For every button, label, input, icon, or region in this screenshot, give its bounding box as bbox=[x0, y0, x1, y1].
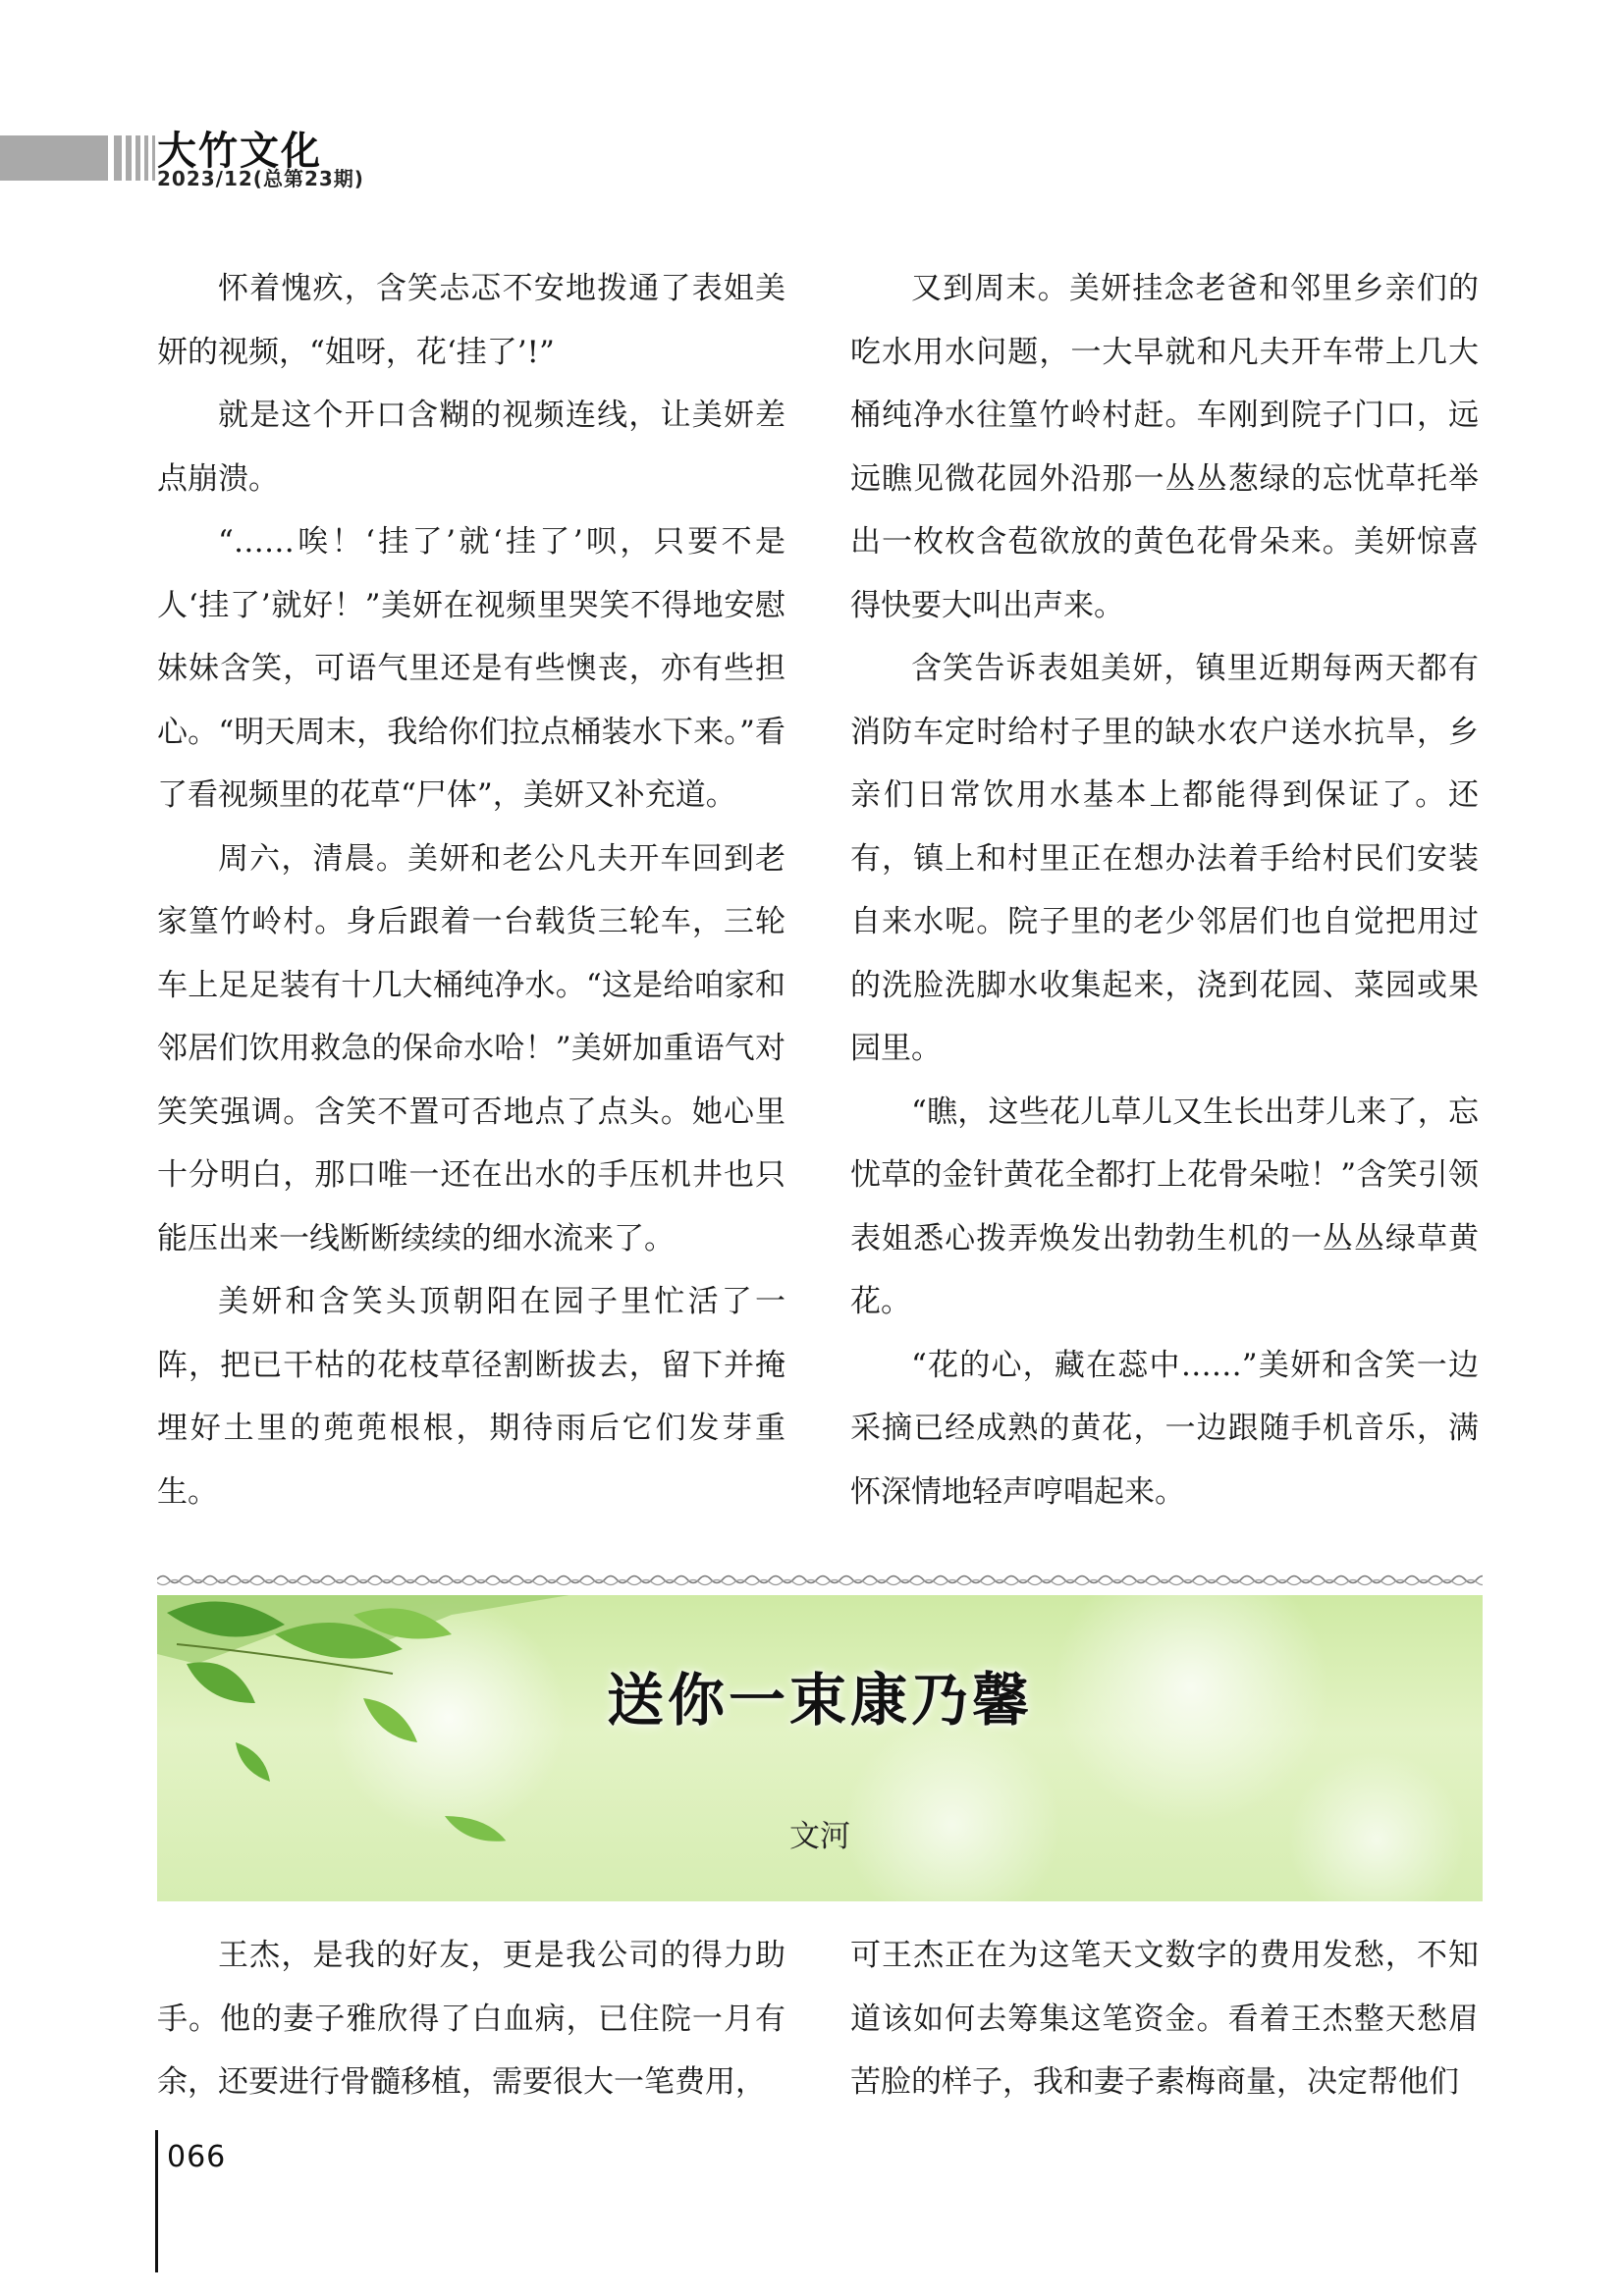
issue-label: 2023/12(总第23期) bbox=[157, 167, 364, 190]
footer-rule bbox=[155, 2130, 158, 2272]
paragraph: 王杰，是我的好友，更是我公司的得力助手。他的妻子雅欣得了白血病，已住院一月有余，还要进行骨髓移植，需要很大一笔费用， bbox=[157, 1938, 785, 2100]
paragraph: 周六，清晨。美妍和老公凡夫开车回到老家篁竹岭村。身后跟着一台载货三轮车，三轮车上足足装有十几大桶纯净水。“这是给咱家和邻居们饮用救急的保命水哈！”美妍加重语气对笑笑强调。含笑不置可否地点了点头。她心里十分明白，那口唯一还在出水的手压机井也只能压出来一线断断续续的细水流来了。 bbox=[157, 840, 785, 1256]
story2-left-column bbox=[157, 1924, 785, 2114]
paragraph: 可王杰正在为这笔天文数字的费用发愁，不知道该如何去筹集这笔资金。看着王杰整天愁眉苦脸的样子，我和妻子素梅商量，决定帮他们 bbox=[850, 1938, 1479, 2100]
paragraph: 含笑告诉表姐美妍，镇里近期每两天都有消防车定时给村子里的缺水农户送水抗旱，乡亲们日常饮用水基本上都能得到保证了。还有，镇上和村里正在想办法着手给村民们安装自来水呢。院子里的老少邻居们也自觉把用过的洗脸洗脚水收集起来，浇到花园、菜园或果园里。 bbox=[850, 651, 1479, 1066]
story2-title: 送你一束康乃馨 bbox=[606, 1667, 1033, 1734]
paragraph: “……唉！‘挂了’就‘挂了’呗，只要不是人‘挂了’就好！”美妍在视频里哭笑不得地安慰妹妹含笑，可语气里还是有些懊丧，亦有些担心。“明天周末，我给你们拉点桶装水下来。”看了看视频里的花草“尸体”，美妍又补充道。 bbox=[157, 524, 785, 813]
story2-right-column bbox=[850, 1924, 1479, 2114]
story2-title-banner bbox=[157, 1595, 1483, 1901]
paragraph: 美妍和含笑头顶朝阳在园子里忙活了一阵，把已干枯的花枝草径割断拔去，留下并掩埋好土里的蔸蔸根根，期待雨后它们发芽重生。 bbox=[157, 1284, 785, 1510]
magazine-title: 大竹文化 bbox=[157, 128, 322, 174]
story1-left-column bbox=[157, 257, 785, 1523]
paragraph: 就是这个开口含糊的视频连线，让美妍差点崩溃。 bbox=[157, 398, 785, 497]
paragraph: 怀着愧疚，含笑忐忑不安地拨通了表姐美妍的视频，“姐呀，花‘挂了’!” bbox=[157, 271, 785, 370]
paragraph: 又到周末。美妍挂念老爸和邻里乡亲们的吃水用水问题，一大早就和凡夫开车带上几大桶纯净水往篁竹岭村赶。车刚到院子门口，远远瞧见微花园外沿那一丛丛葱绿的忘忧草托举出一枚枚含苞欲放的黄色花骨朵来。美妍惊喜得快要大叫出声来。 bbox=[850, 271, 1479, 623]
paragraph: “瞧，这些花儿草儿又生长出芽儿来了，忘忧草的金针黄花全都打上花骨朵啦！”含笑引领表姐悉心拨弄焕发出勃勃生机的一丛丛绿草黄花。 bbox=[850, 1094, 1479, 1319]
wavy-divider bbox=[157, 1571, 1483, 1588]
story2-author: 文河 bbox=[789, 1819, 850, 1854]
paragraph: “花的心，藏在蕊中……”美妍和含笑一边采摘已经成熟的黄花，一边跟随手机音乐，满怀深情地轻声哼唱起来。 bbox=[850, 1347, 1479, 1510]
header-decoration-bars bbox=[0, 135, 157, 181]
page-number: 066 bbox=[167, 2140, 227, 2174]
leaves-decoration bbox=[157, 1595, 569, 1901]
story1-right-column bbox=[850, 257, 1479, 1523]
